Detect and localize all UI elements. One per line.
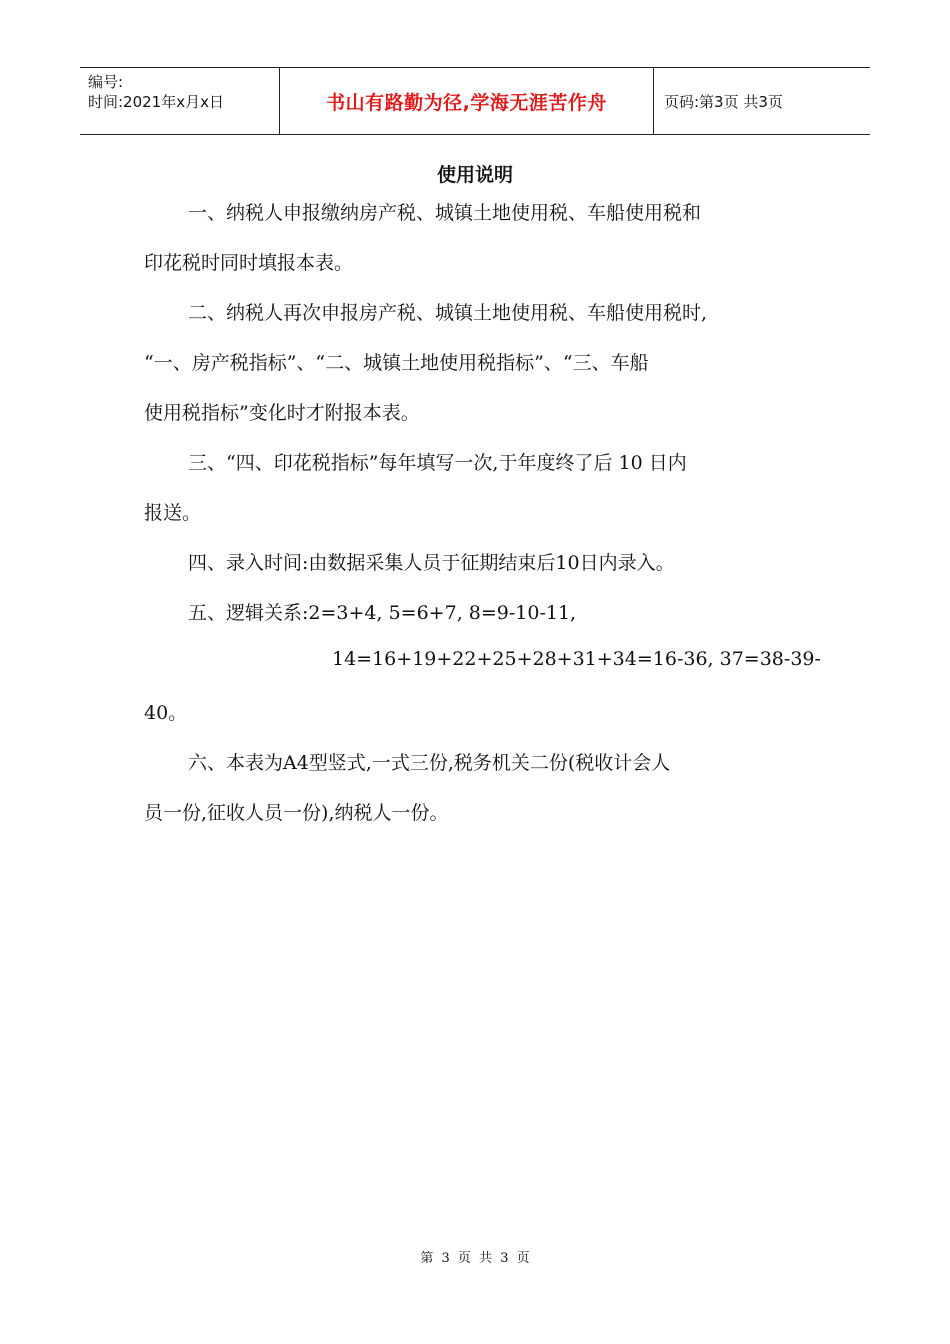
page-footer: 第 3 页 共 3 页 xyxy=(420,1251,530,1266)
document-title: 使用说明 xyxy=(436,164,513,186)
paragraph-line: 一、纳税人申报缴纳房产税、城镇土地使用税、车船使用税和 xyxy=(188,202,702,224)
header-motto-cell xyxy=(280,68,654,134)
paragraph-line: 14=16+19+22+25+28+31+34=16-36, 37=38-39- xyxy=(332,648,821,670)
paragraph-line: 报送。 xyxy=(144,502,202,524)
paragraph-line: 40。 xyxy=(144,702,188,724)
number-label: 编号: xyxy=(88,73,124,91)
header-meta-cell xyxy=(80,68,280,134)
paragraph-line: 四、录入时间:由数据采集人员于征期结束后10日内录入。 xyxy=(188,552,675,574)
paragraph-line: 五、逻辑关系:2=3+4, 5=6+7, 8=9-10-11, xyxy=(188,602,577,624)
paragraph-line: “一、房产税指标”、“二、城镇土地使用税指标”、“三、车船 xyxy=(144,352,649,374)
paragraph-line: 六、本表为A4型竖式,一式三份,税务机关二份(税收计会人 xyxy=(188,752,671,774)
paragraph-line: 印花税时同时填报本表。 xyxy=(144,252,354,274)
paragraph-line: 员一份,征收人员一份),纳税人一份。 xyxy=(144,802,449,824)
motto-text: 书山有路勤为径,学海无涯苦作舟 xyxy=(326,91,607,114)
header-page-cell xyxy=(654,68,870,134)
paragraph-line: 使用税指标”变化时才附报本表。 xyxy=(144,402,420,424)
document-header-table xyxy=(80,67,870,135)
page-info: 页码:第3页 共3页 xyxy=(664,92,783,111)
time-label: 时间:2021年x月x日 xyxy=(88,93,224,111)
paragraph-line: 三、“四、印花税指标”每年填写一次,于年度终了后 10 日内 xyxy=(188,452,687,474)
paragraph-line: 二、纳税人再次申报房产税、城镇土地使用税、车船使用税时, xyxy=(188,302,708,324)
